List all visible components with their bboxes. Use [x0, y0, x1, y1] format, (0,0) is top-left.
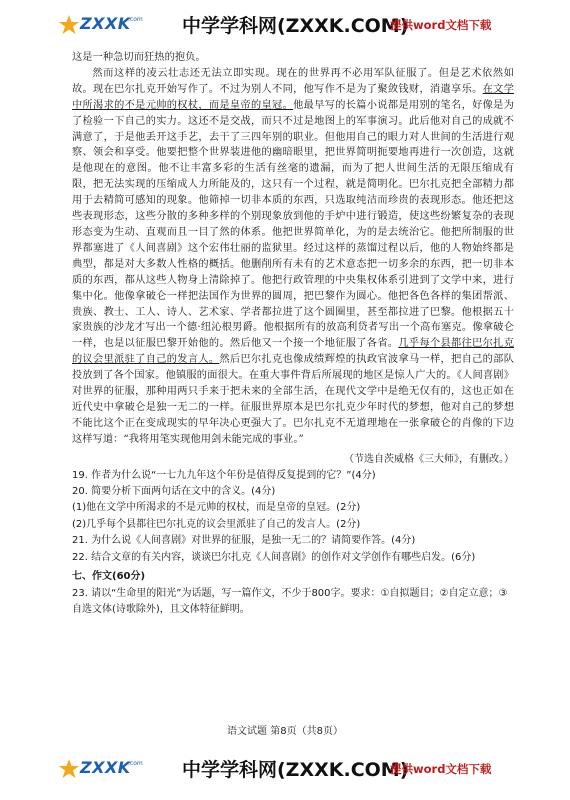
question-22: 22. 结合文章的有关内容，谈谈巴尔扎克《人间喜剧》的创作对文学创作有哪些启发。(6分) [72, 551, 476, 563]
logo-text: ZXXK [80, 758, 131, 777]
question-19: 19. 作者为什么说“一七九九年这个年份是值得反复提到的它？”(4分) [72, 469, 376, 481]
question-21: 21. 为什么说《人间喜剧》对世界的征服，是独一无二的？请简要作答。(4分) [72, 535, 416, 547]
passage-text: 然后巴尔扎克也像成绩辉煌的执政官波拿马一样，把自己的部队投放到了各个国家。他镇服的面很大。在重大事件背后所展现的地区是惊人广大的。《人间喜剧》对世界的征服，那种用两只手来于把未来的全部生活，在现代文学中是绝无仅有的，这也正如在近代史中拿破仑是独一无二的一样。征服世界原本是巴尔扎克少年时代的梦想，他对自己的梦想不能比这个正在变成现实的早年决心更强大了。巴尔扎克不无道理地在一张拿破仑的肖像的下边这样写道：“我将用笔实现他用剑未能完成的事业。” [72, 354, 515, 445]
footer-banner [0, 752, 570, 786]
site-name[interactable]: 中学学科网(ZXXK.COM) [182, 759, 409, 781]
question-20: 20. 简要分析下面两句话在文中的含义。(4分) [72, 485, 276, 497]
logo [58, 756, 168, 782]
question-20-1: (1)他在文学中所渴求的不是元帅的权杖，而是皇帝的皇冠。(2分) [72, 502, 361, 514]
question-20-2: (2)几乎每个县都往巴尔扎克的议会里派驻了自己的发言人。(2分) [72, 518, 361, 530]
passage-paragraph [72, 66, 514, 448]
download-link[interactable]: 提供word文档下载 [390, 762, 492, 776]
site-name[interactable]: 中学学科网(ZXXK.COM) [182, 15, 409, 37]
question-23: 23. 请以“生命里的阳光”为话题，写一篇作文，不少于800字。要求：①自拟题目；②自定立意；③自选文体(诗歌除外)，且文体特征鲜明。 [72, 588, 508, 616]
download-link[interactable]: 提供word文档下载 [390, 18, 492, 32]
section-heading: 七、作文(60分) [72, 571, 146, 582]
header-banner [0, 8, 570, 42]
page-footer: 语文试题 第8页（共8页） [227, 726, 343, 737]
underlined-sentence-1: 在文学中所渴求的不是元帅的权杖，而是皇帝的皇冠。 [72, 83, 514, 111]
underlined-sentence-2: 几乎每个县都往巴尔扎克的议会里派驻了自己的发言人。 [72, 338, 514, 366]
page-content [72, 50, 514, 619]
logo-sub: .com [128, 760, 143, 767]
star-icon [58, 758, 80, 780]
passage-text: 他最早写的长篇小说都是用别的笔名，好像是为了检验一下自己的实力。这还不是交战，而只不过是地图上的军事演习。此后他对自己的成就不满意了，于是他丢开这手艺，去干了三四年别的职业。但他用自己的眼力对人世间的生活进行观察、领会和享受。他要把整个世界装进他的幽暗眼里，把世界简明扼要地再进行一次创造，这就是他现在的意图。他不让丰富多彩的生活有丝毫的遗漏，而为了把人世间生活的无限压缩成有限，把无法实现的压缩成人力所能及的，这只有一个过程，就是简明化。巴尔扎克把全部精力都用于去精简可感知的现象。他筛掉一切非本质的东西，只选取纯洁而珍贵的表现形态。他还把这些表现形态，这些分散的多种多样的个别现象放到他的手炉中进行锻造，使这些纷繁复杂的表现形态变为生动、直观而且一目了然的体系。他把世界简单化，为的是去统治它。他把所制服的世界都塞进了《人间喜剧》这个宏伟壮丽的监狱里。经过这样的蒸馏过程以后，他的人物始终都是典型，都是对大多数人性格的概括。他删削所有未有的艺术意态把一切多余的东西，把一切非本质的东西，都从这些人物身上清除掉了。他把行政管理的中央集权体系引进到了文学中来，进行集中化。他像拿破仑一样把法国作为世界的圆周，把巴黎作为圆心。他把各色各样的集团帮派、贵族、教士、工人、诗人、艺术家、学者都拉进了这个圆圈里，甚至都拉进了巴黎。他根据五十家贵族的沙龙才写出一个德·纽沁根男爵。他根据所有的放高利贷者写出一个高布塞克。像拿破仑一样，也是以征服巴黎开始他的。然后他又一个接一个地征服了各省。 [72, 99, 514, 350]
passage-text: 然而这样的凌云壮志还无法立即实现。现在的世界再不必用军队征服了。但是艺术依然如故。现在巴尔扎克开始写作了。不过为别人不同，他写作不是为了聚敛钱财，消遣享乐。 [72, 67, 514, 95]
logo-sub: .com [128, 16, 143, 23]
star-icon [58, 14, 80, 36]
passage-paragraph: 这是一种急切而狂热的抱负。 [72, 52, 206, 63]
logo [58, 12, 168, 38]
source-note: （节选自茨威格《三大师》，有删改。） [344, 453, 514, 465]
logo-text: ZXXK [80, 14, 131, 33]
